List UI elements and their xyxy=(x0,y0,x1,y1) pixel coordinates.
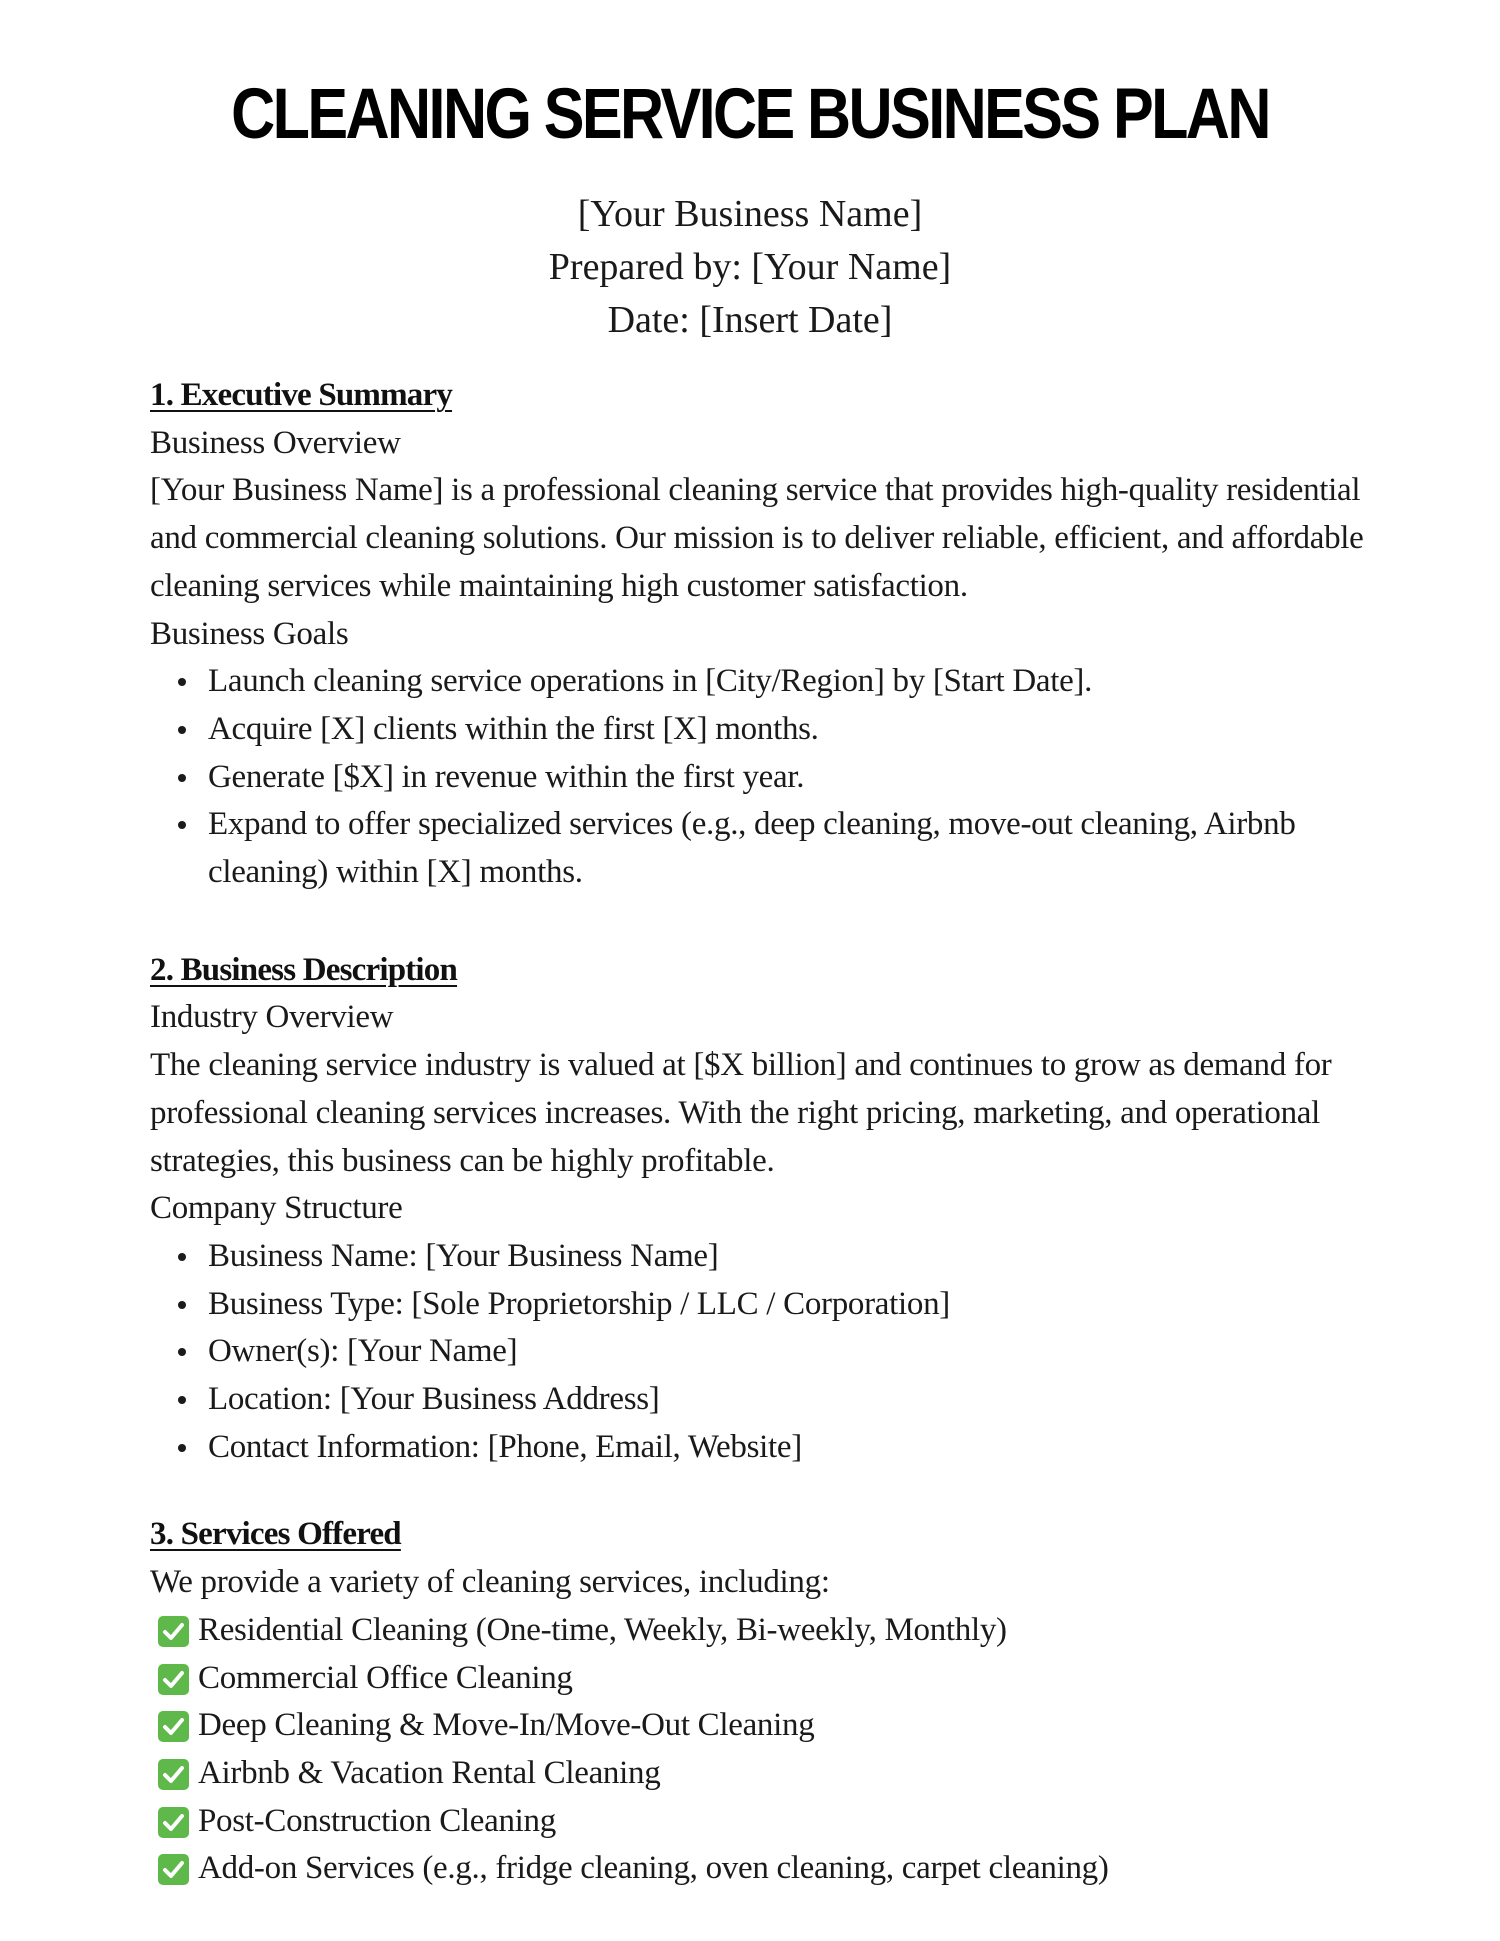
list-item-text: Launch cleaning service operations in [City/Region] by [Start Date]. xyxy=(208,663,1093,700)
subheading-company-structure: Company Structure xyxy=(150,1190,403,1227)
list-item xyxy=(150,1607,1380,1655)
list-item xyxy=(150,1845,1380,1893)
section-spacer xyxy=(150,1471,1380,1511)
list-item-text: Airbnb & Vacation Rental Cleaning xyxy=(198,1754,661,1791)
prepared-by-line: Prepared by: [Your Name] xyxy=(548,246,952,288)
bullet-icon xyxy=(178,774,186,782)
list-item xyxy=(150,1702,1380,1750)
check-mark-icon xyxy=(158,1616,189,1647)
list-item-text: Residential Cleaning (One-time, Weekly, Bi-weekly, Monthly) xyxy=(198,1611,1007,1648)
bullet-icon xyxy=(178,1301,186,1309)
bullet-icon xyxy=(178,1396,186,1404)
subheading-business-overview: Business Overview xyxy=(150,424,401,461)
list-item xyxy=(150,754,1380,802)
check-mark-icon xyxy=(158,1664,189,1695)
subheading-business-goals: Business Goals xyxy=(150,615,349,652)
bullet-icon xyxy=(178,1348,186,1356)
services-list xyxy=(150,1607,1380,1893)
industry-overview-text: The cleaning service industry is valued at [$X billion] and continues to grow as demand for professional cleaning services increases. With the right pricing, marketing, and operational strategies, this business can be highly profitable. xyxy=(150,1047,1332,1179)
list-item xyxy=(150,1233,1380,1281)
document-title: CLEANING SERVICE BUSINESS PLAN xyxy=(231,75,1269,154)
list-item-text: Post-Construction Cleaning xyxy=(198,1802,556,1839)
document-header xyxy=(0,188,1500,347)
check-mark-icon xyxy=(158,1759,189,1790)
list-item xyxy=(150,1750,1380,1798)
check-mark-icon xyxy=(158,1807,189,1838)
section-heading-services-offered: 3. Services Offered xyxy=(150,1516,401,1553)
check-mark-icon xyxy=(158,1711,189,1742)
bullet-icon xyxy=(178,1253,186,1261)
business-goals-list xyxy=(150,658,1380,897)
company-structure-list xyxy=(150,1233,1380,1472)
document-body xyxy=(150,372,1380,1893)
check-mark-icon xyxy=(158,1854,189,1885)
bullet-icon xyxy=(178,726,186,734)
list-item-text: Business Type: [Sole Proprietorship / LLC / Corporation] xyxy=(208,1285,950,1322)
bullet-icon xyxy=(178,678,186,686)
list-item-text: Acquire [X] clients within the first [X] months. xyxy=(208,710,819,747)
list-item-text: Location: [Your Business Address] xyxy=(208,1381,660,1418)
list-item-text: Contact Information: [Phone, Email, Website] xyxy=(208,1428,802,1465)
subheading-industry-overview: Industry Overview xyxy=(150,999,394,1036)
bullet-icon xyxy=(178,821,186,829)
list-item xyxy=(150,1281,1380,1329)
list-item xyxy=(150,658,1380,706)
list-item-text: Commercial Office Cleaning xyxy=(198,1659,573,1696)
list-item-text: Add-on Services (e.g., fridge cleaning, oven cleaning, carpet cleaning) xyxy=(198,1850,1109,1887)
list-item-text: Deep Cleaning & Move-In/Move-Out Cleaning xyxy=(198,1707,815,1744)
list-item xyxy=(150,1328,1380,1376)
bullet-icon xyxy=(178,1444,186,1452)
list-item xyxy=(150,1376,1380,1424)
section-spacer xyxy=(150,897,1380,947)
services-intro-text: We provide a variety of cleaning services, including: xyxy=(150,1564,830,1601)
section-heading-executive-summary: 1. Executive Summary xyxy=(150,377,453,413)
list-item-text: Generate [$X] in revenue within the first year. xyxy=(208,758,805,795)
business-overview-text: [Your Business Name] is a professional cleaning service that provides high-quality residential and commercial cleaning solutions. Our mission is to deliver reliable, efficient, and affordable cleaning services while maintaining high customer satisfaction. xyxy=(150,472,1364,604)
list-item xyxy=(150,1798,1380,1846)
list-item xyxy=(150,1655,1380,1703)
list-item xyxy=(150,801,1380,896)
list-item-text: Business Name: [Your Business Name] xyxy=(208,1237,719,1274)
date-line: Date: [Insert Date] xyxy=(607,299,893,341)
business-name-line: [Your Business Name] xyxy=(577,193,923,235)
list-item-text: Owner(s): [Your Name] xyxy=(208,1333,518,1370)
section-heading-business-description: 2. Business Description xyxy=(150,951,458,988)
list-item xyxy=(150,1424,1380,1472)
list-item-text: Expand to offer specialized services (e.g., deep cleaning, move-out cleaning, Airbnb cleaning) within [X] months. xyxy=(208,806,1296,891)
list-item xyxy=(150,706,1380,754)
